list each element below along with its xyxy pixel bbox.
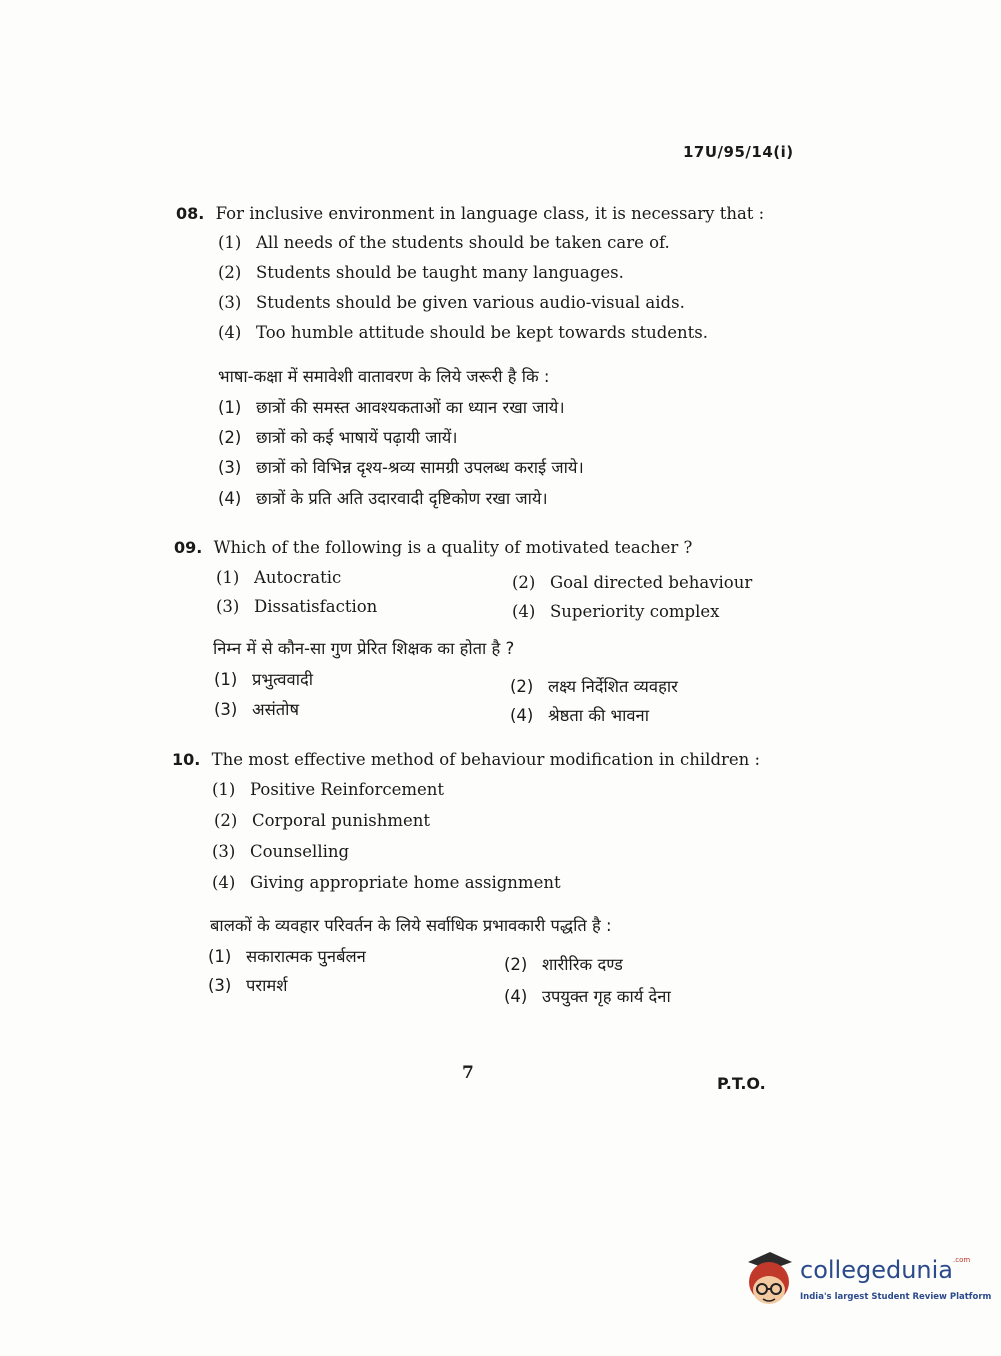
option-hi-2: (2) छात्रों को कई भाषायें पढ़ायी जायें। xyxy=(218,428,458,447)
option-en-4: (4) Giving appropriate home assignment xyxy=(212,873,561,892)
option-en-4: (4) Too humble attitude should be kept towards students. xyxy=(218,323,709,342)
page-number: 7 xyxy=(462,1063,474,1083)
option-en-4: (4) Superiority complex xyxy=(512,602,720,621)
option-en-1: (1) Autocratic xyxy=(216,568,342,587)
question-text-hi: निम्न में से कौन-सा गुण प्रेरित शिक्षक का होता है ? xyxy=(213,639,515,658)
question-number: 08. xyxy=(176,204,205,223)
mascot-icon xyxy=(740,1248,798,1314)
collegedunia-watermark xyxy=(740,1248,992,1318)
option-en-1: (1) Positive Reinforcement xyxy=(212,780,445,799)
option-hi-3: (3) असंतोष xyxy=(214,700,299,719)
question-text-en: The most effective method of behaviour modification in children : xyxy=(211,750,761,769)
option-hi-3: (3) परामर्श xyxy=(208,976,288,995)
option-en-2: (2) Corporal punishment xyxy=(214,811,431,830)
option-en-3: (3) Counselling xyxy=(212,842,350,861)
brand-tagline: India's largest Student Review Platform xyxy=(800,1292,992,1302)
option-en-2: (2) Students should be taught many languages. xyxy=(218,263,624,282)
question-number: 10. xyxy=(172,750,201,769)
pto-label: P.T.O. xyxy=(717,1074,766,1093)
option-hi-2: (2) शारीरिक दण्ड xyxy=(504,955,623,974)
option-hi-2: (2) लक्ष्य निर्देशित व्यवहार xyxy=(510,677,678,696)
option-hi-4: (4) छात्रों के प्रति अति उदारवादी दृष्टिकोण रखा जाये। xyxy=(218,489,548,508)
option-en-3: (3) Dissatisfaction xyxy=(216,597,378,616)
paper-code: 17U/95/14(i) xyxy=(683,143,794,161)
question-text-en: Which of the following is a quality of motivated teacher ? xyxy=(213,538,693,557)
option-hi-1: (1) छात्रों की समस्त आवश्यकताओं का ध्यान रखा जाये। xyxy=(218,398,565,417)
question-number: 09. xyxy=(174,538,203,557)
option-hi-4: (4) उपयुक्त गृह कार्य देना xyxy=(504,987,671,1006)
option-hi-1: (1) प्रभुत्ववादी xyxy=(214,670,314,689)
option-en-2: (2) Goal directed behaviour xyxy=(512,573,753,592)
question-text-hi: भाषा-कक्षा में समावेशी वातावरण के लिये जरूरी है कि : xyxy=(218,367,550,386)
question-text-en: For inclusive environment in language class, it is necessary that : xyxy=(215,204,765,223)
option-en-3: (3) Students should be given various audio-visual aids. xyxy=(218,293,685,312)
question-text-hi: बालकों के व्यवहार परिवर्तन के लिये सर्वाधिक प्रभावकारी पद्धति है : xyxy=(210,916,612,935)
brand-name: collegedunia xyxy=(800,1256,954,1284)
option-hi-1: (1) सकारात्मक पुनर्बलन xyxy=(208,947,366,966)
brand-suffix: .com xyxy=(953,1256,971,1264)
option-hi-3: (3) छात्रों को विभिन्न दृश्य-श्रव्य सामग्री उपलब्ध कराई जाये। xyxy=(218,458,584,477)
option-hi-4: (4) श्रेष्ठता की भावना xyxy=(510,706,649,725)
option-en-1: (1) All needs of the students should be taken care of. xyxy=(218,233,670,252)
